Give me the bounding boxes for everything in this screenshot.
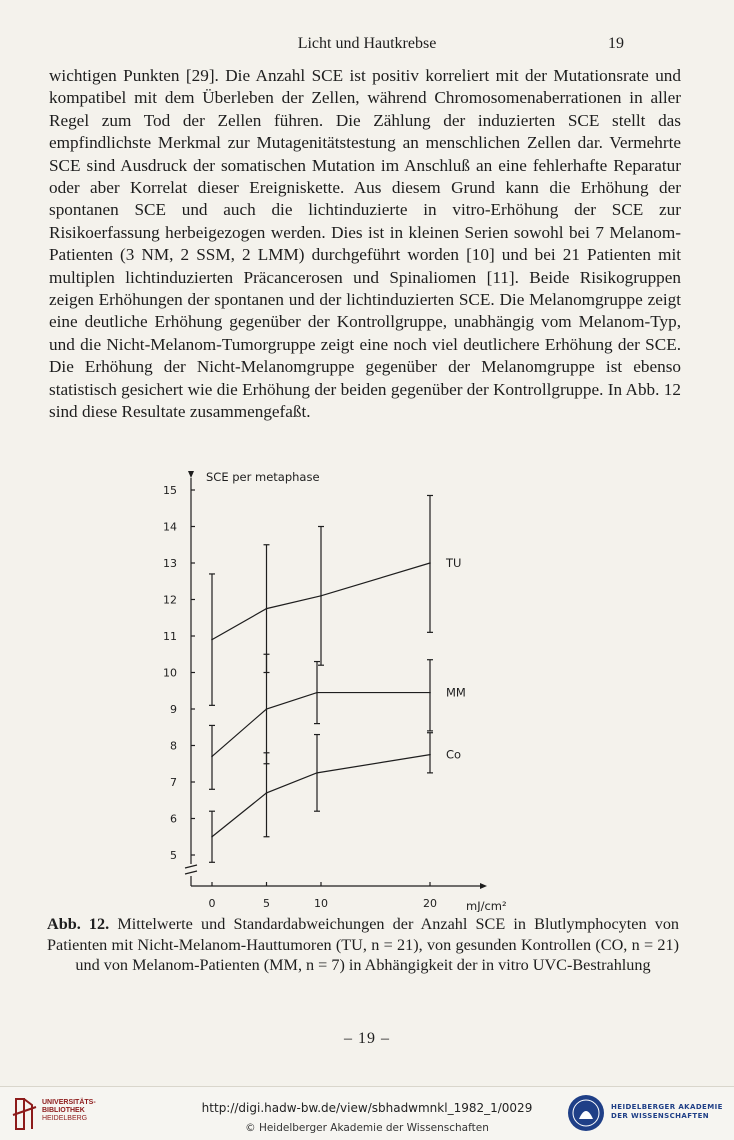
series-label: MM	[446, 685, 466, 700]
y-axis-arrow	[188, 471, 194, 478]
data-point	[316, 772, 318, 774]
data-point	[320, 595, 322, 597]
data-point	[429, 692, 431, 694]
running-header-page-number: 19	[608, 35, 624, 52]
data-point	[429, 562, 431, 564]
x-tick-label: 10	[314, 897, 328, 910]
y-tick-label: 5	[170, 849, 177, 862]
series-label: TU	[446, 556, 462, 570]
y-axis-label: SCE per metaphase	[206, 470, 320, 484]
x-tick-label: 5	[263, 897, 270, 910]
academy-name-line-1: HEIDELBERGER AKADEMIE	[611, 1103, 723, 1111]
series-line	[212, 755, 430, 837]
academy-name	[611, 1103, 723, 1121]
series-co	[209, 733, 461, 863]
x-axis-arrow	[480, 883, 487, 889]
data-point	[211, 836, 213, 838]
series-line	[212, 693, 430, 757]
data-point	[266, 708, 268, 710]
academy-seal-icon	[566, 1093, 606, 1133]
y-tick-label: 11	[163, 630, 177, 643]
y-tick-label: 6	[170, 812, 177, 826]
digitization-footer	[0, 1086, 734, 1140]
data-point	[211, 639, 213, 641]
permalink-url[interactable]: http://digi.hadw-bw.de/view/sbhadwmnkl_1982_1/0029	[201, 1101, 533, 1115]
y-tick-label: 13	[163, 557, 177, 570]
data-point	[211, 756, 213, 758]
figure-caption	[47, 914, 679, 976]
y-tick-label: 15	[163, 484, 177, 497]
y-tick-label: 9	[170, 703, 177, 716]
x-tick-label: 20	[423, 897, 437, 910]
y-tick-label: 8	[170, 739, 177, 753]
library-name-line-3: HEIDELBERG	[42, 1115, 88, 1122]
data-point	[266, 608, 268, 610]
page-number-footer: – 19 –	[344, 1030, 390, 1047]
data-point	[266, 792, 268, 794]
y-tick-label: 12	[163, 593, 177, 607]
running-header-title: Licht und Hautkrebse	[297, 35, 437, 52]
data-point	[316, 692, 318, 694]
series-tu	[209, 495, 461, 705]
figure-caption-text: Mittelwerte und Standardabweichungen der Anzahl SCE in Blutlymphocyten von Patienten mit Nicht-Melanom-Hauttumoren (TU, n = 21), von gesunden Kontrollen (CO, n = 21) und von Melanom-Patienten (MM, n = 7) in Abhängigkeit der in vitro UVC-Bestrahlung	[47, 915, 680, 975]
academy-name-line-2: DER WISSENSCHAFTEN	[611, 1112, 710, 1120]
y-tick-label: 14	[163, 520, 177, 534]
series-label: Co	[446, 747, 462, 762]
x-axis-label: mJ/cm²	[466, 899, 507, 912]
figure-caption-label: Abb. 12.	[47, 915, 110, 933]
y-tick-label: 7	[170, 776, 177, 789]
library-name-line-1: UNIVERSITÄTS-	[42, 1099, 96, 1106]
y-axis-break-mark	[185, 865, 197, 874]
x-tick-label: 0	[208, 897, 216, 910]
chart-series-layer	[209, 495, 466, 862]
copyright-notice: © Heidelberger Akademie der Wissenschaften	[245, 1122, 489, 1134]
body-paragraph: wichtigen Punkten [29]. Die Anzahl SCE ist positiv korreliert mit der Mutationsrate und kompatibel mit dem Überleben der Zellen, während Chromosomenaberrationen in aller Regel zum Tod der Zellen führen. Die Zählung der induzierten SCE stellt das empfindlichste Merkmal zur Mutagenitätstestung an menschlichen Zellen dar. Vermehrte SCE sind Ausdruck der somatischen Mutation im Anschluß an eine fehlerhafte Reparatur oder aber Korrelat dieser Ereigniskette. Aus diesem Grund kann die Erhöhung der spontanen SCE und auch die lichtinduzierte in vitro-Erhöhung der SCE zur Risikoerfassung herbeigezogen werden. Dies ist in kleinen Serien sowohl bei 7 Melanom-Patienten (3 NM, 2 SSM, 2 LMM) durchgeführt worden [10] und bei 21 Patienten mit multiplen lichtinduzierten Präcancerosen und Spinaliomen [11]. Beide Risikogruppen zeigen Erhöhungen der spontanen und der lichtinduzierten SCE. Die Melanomgruppe zeigt eine deutliche Erhöhung gegenüber der Kontrollgruppe, unabhängig vom Melanom-Typ, und die Nicht-Melanom-Tumorgruppe zeigt eine noch viel deutlichere Erhöhung der SCE. Die Erhöhung der Nicht-Melanomgruppe gegenüber der Melanomgruppe ist ebenso statistisch gesichert wie die Erhöhung der beiden gegenüber der Kontrollgruppe. In Abb. 12 sind diese Resultate zusammengefaßt.	[49, 66, 681, 422]
y-tick-label: 10	[163, 666, 177, 680]
sce-line-chart	[150, 466, 520, 912]
data-point	[429, 754, 431, 756]
library-name-line-2: BIBLIOTHEK	[42, 1107, 85, 1114]
